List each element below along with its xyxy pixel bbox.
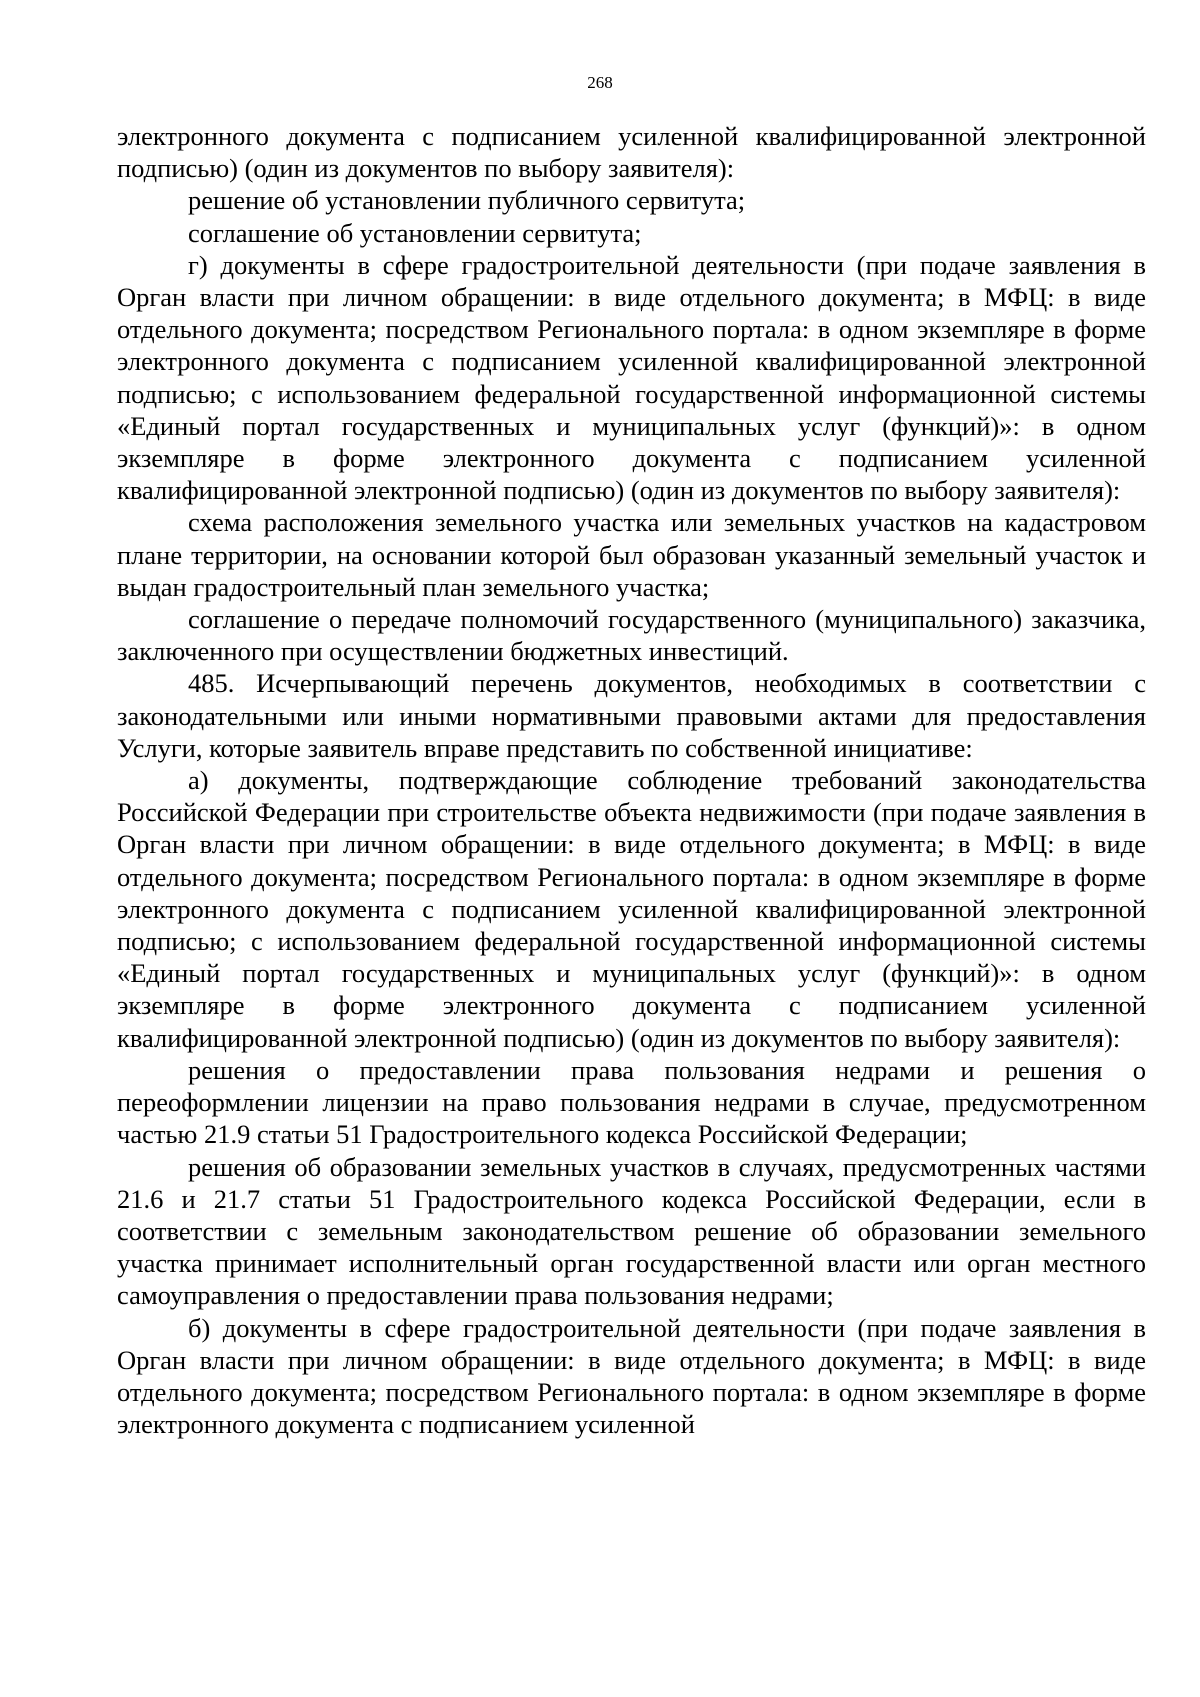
paragraph-485: 485. Исчерпывающий перечень документов, необходимых в соответствии с законодательными или иными нормативными правовыми актами для предоставления Услуги, которые заявитель вправе представить по собственной инициативе: <box>117 668 1146 763</box>
page-number: 268 <box>587 73 613 92</box>
paragraph-land-formation-decisions: решения об образовании земельных участков в случаях, предусмотренных частями 21.6 и 21.7 статьи 51 Градостроительного кодекса Российской Федерации, если в соответствии с земельным законодательством решение об образовании земельного участка принимает исполнительный орган государственной власти или орган местного самоуправления о предоставлении права пользования недрами; <box>117 1151 1146 1311</box>
paragraph-site-layout-scheme: схема расположения земельного участка или земельных участков на кадастровом плане территории, на основании которой был образован указанный земельный участок и выдан градостроительный план земельного участка; <box>117 507 1146 602</box>
paragraph-subsoil-decisions: решения о предоставлении права пользования недрами и решения о переоформлении лицензии на право пользования недрами в случае, предусмотренном частью 21.9 статьи 51 Градостроительного кодекса Российской Федерации; <box>117 1054 1146 1150</box>
paragraph-public-servitude: решение об установлении публичного сервитута; <box>188 185 746 216</box>
paragraph-item-g: г) документы в сфере градостроительной деятельности (при подаче заявления в Орган власти при личном обращении: в виде отдельного документа; в МФЦ: в виде отдельного документа; посредством Регионального портала: в одном экземпляре в форме электронного документа с подписанием усиленной квалифицированной электронной подписью; с использованием федеральной государственной информационной системы «Единый портал государственных и муниципальных услуг (функций)»: в одном экземпляре в форме электронного документа с подписанием усиленной квалифицированной электронной подписью) (один из документов по выбору заявителя): <box>117 249 1146 506</box>
paragraph-item-b: б) документы в сфере градостроительной деятельности (при подаче заявления в Орган власти при личном обращении: в виде отдельного документа; в МФЦ: в виде отдельного документа; посредством Регионального портала: в одном экземпляре в форме электронного документа с подписанием усиленной <box>117 1312 1146 1440</box>
paragraph-continuation: электронного документа с подписанием усиленной квалифицированной электронной подписью) (один из документов по выбору заявителя): <box>117 121 1146 184</box>
paragraph-powers-transfer: соглашение о передаче полномочий государственного (муниципального) заказчика, заключенного при осуществлении бюджетных инвестиций. <box>117 604 1146 667</box>
paragraph-item-a: а) документы, подтверждающие соблюдение требований законодательства Российской Федерации при строительстве объекта недвижимости (при подаче заявления в Орган власти при личном обращении: в виде отдельного документа; в МФЦ: в виде отдельного документа; посредством Регионального портала: в одном экземпляре в форме электронного документа с подписанием усиленной квалифицированной электронной подписью; с использованием федеральной государственной информационной системы «Единый портал государственных и муниципальных услуг (функций)»: в одном экземпляре в форме электронного документа с подписанием усиленной квалифицированной электронной подписью) (один из документов по выбору заявителя): <box>117 765 1146 1053</box>
paragraph-servitude-agreement: соглашение об установлении сервитута; <box>188 217 642 248</box>
document-body <box>117 120 1146 1440</box>
